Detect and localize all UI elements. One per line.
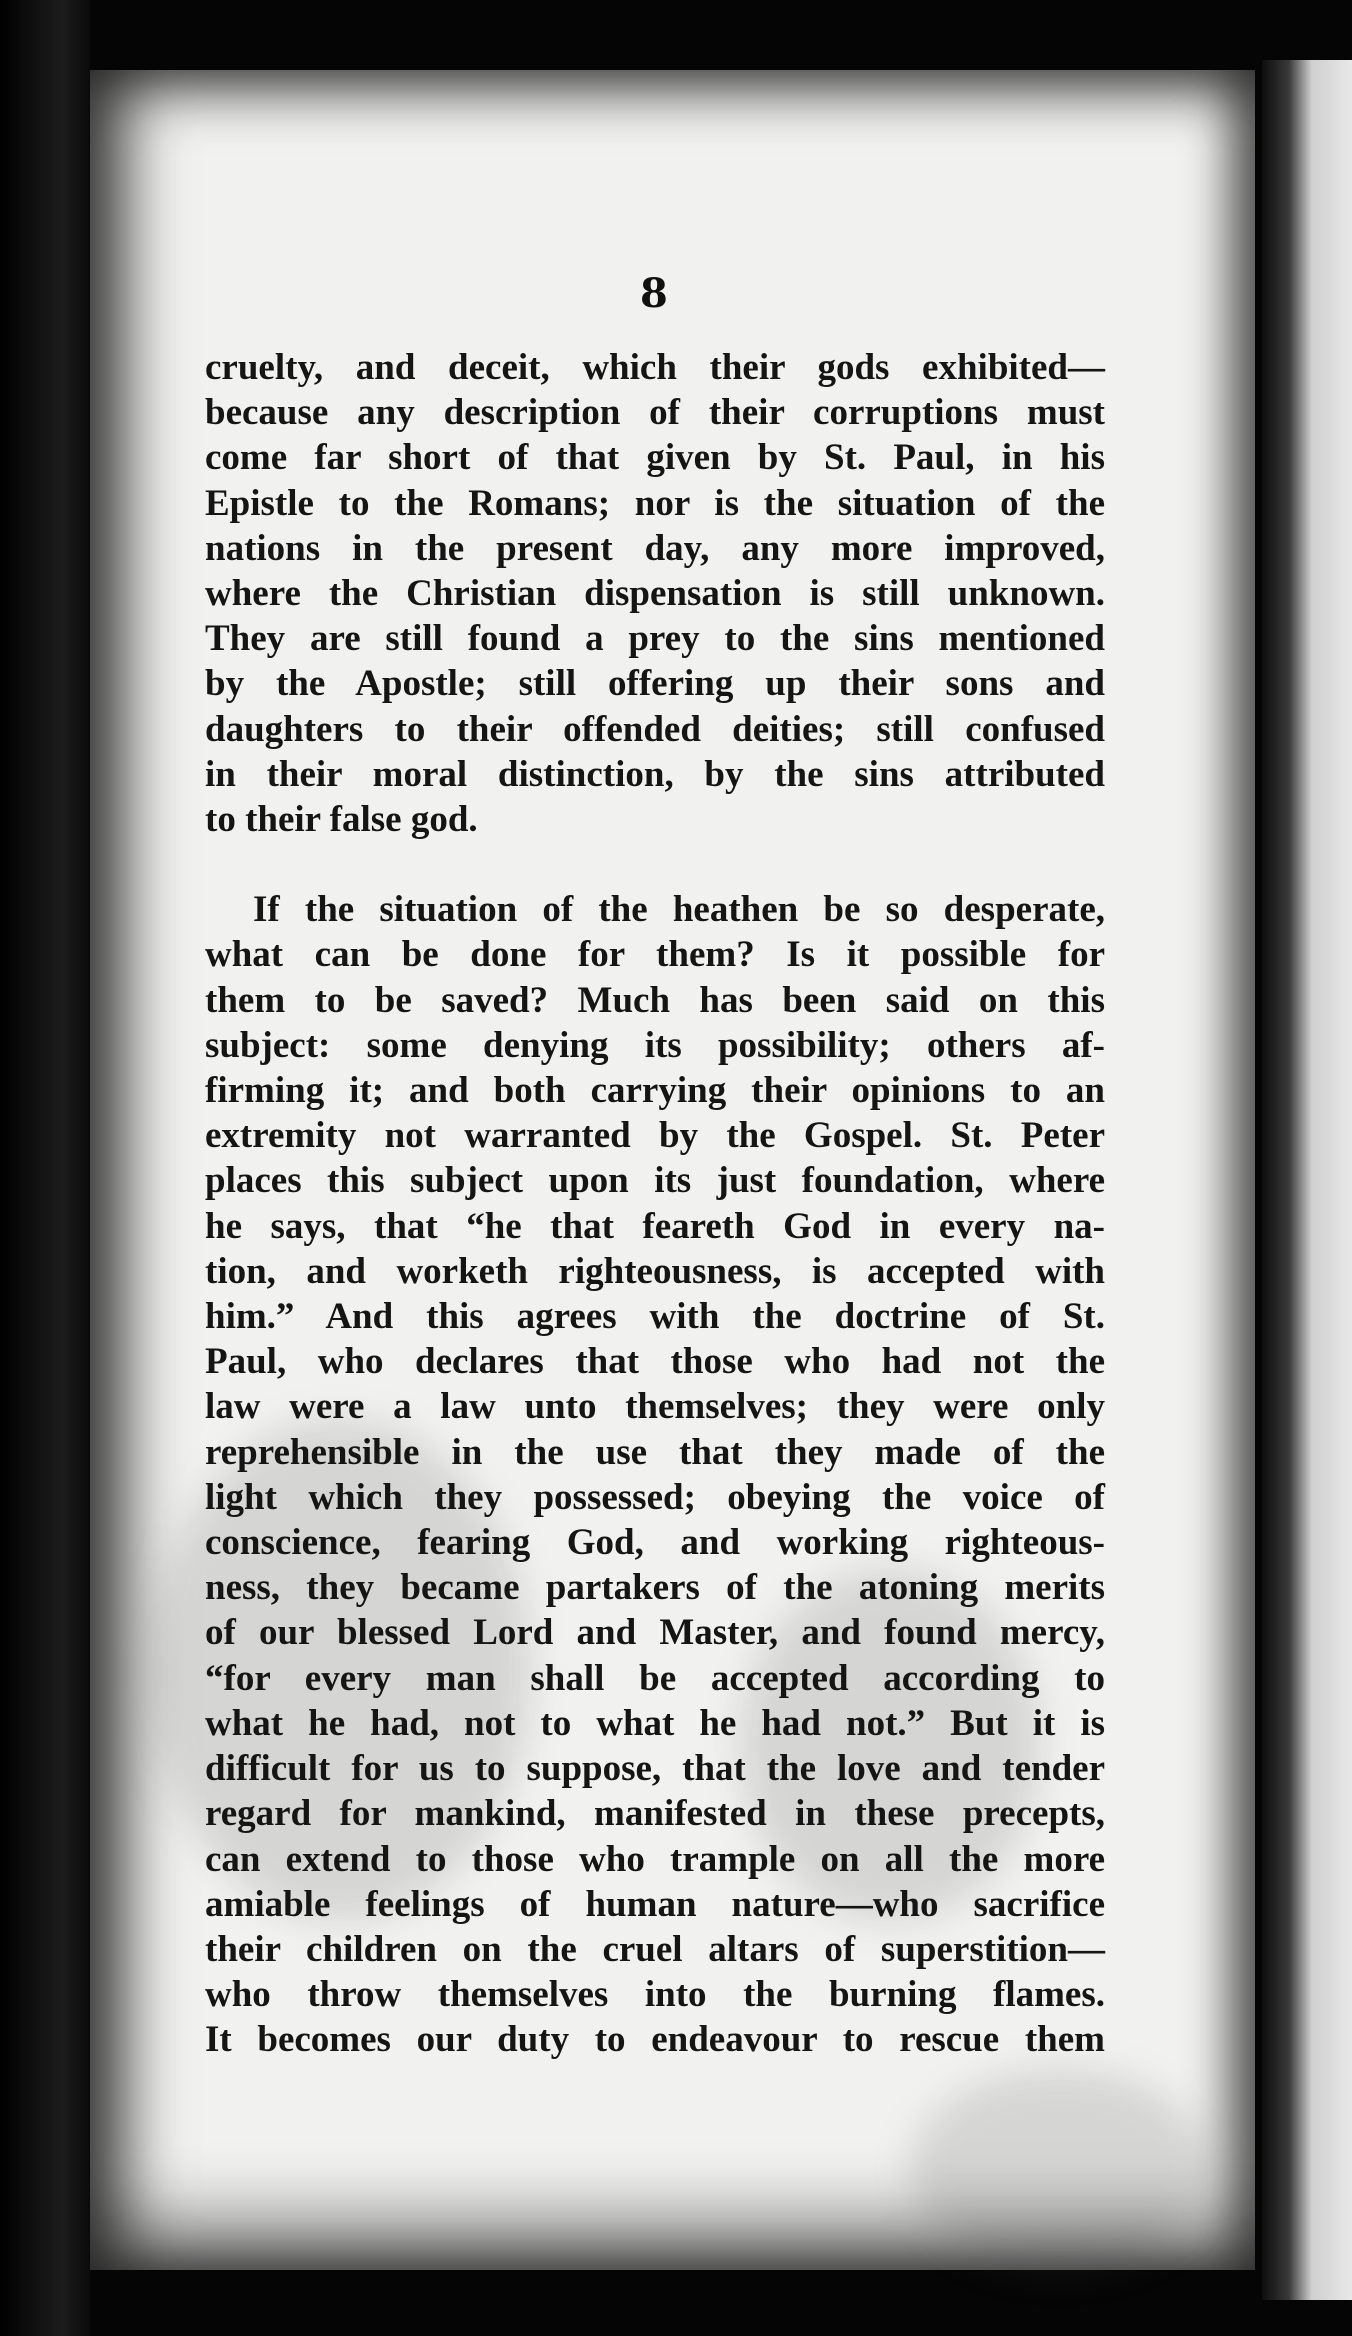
text-line: reprehensible in the use that they made of the	[205, 1431, 1105, 1473]
text-line: what can be done for them? Is it possible for	[205, 934, 1105, 976]
text-line: him.” And this agrees with the doctrine of St.	[205, 1296, 1105, 1338]
text-line: nations in the present day, any more improved,	[205, 527, 1105, 569]
text-line: their children on the cruel altars of superstition—	[205, 1928, 1105, 1970]
text-line: in their moral distinction, by the sins attributed	[205, 753, 1105, 795]
book-spine	[0, 0, 90, 2336]
text-line: places this subject upon its just foundation, where	[205, 1160, 1105, 1202]
text-line: firming it; and both carrying their opinions to an	[205, 1070, 1105, 1112]
paragraph-gap	[205, 842, 1105, 887]
text-line: regard for mankind, manifested in these precepts,	[205, 1793, 1105, 1835]
text-line: “for every man shall be accepted according to	[205, 1657, 1105, 1699]
text-line: of our blessed Lord and Master, and found mercy,	[205, 1612, 1105, 1654]
text-line: Paul, who declares that those who had not the	[205, 1341, 1105, 1383]
text-line: conscience, fearing God, and working righteous-	[205, 1522, 1105, 1564]
text-line: what he had, not to what he had not.” But it is	[205, 1702, 1105, 1744]
text-line: extremity not warranted by the Gospel. St. Peter	[205, 1115, 1105, 1157]
text-line: light which they possessed; obeying the voice of	[205, 1476, 1105, 1518]
text-line: Epistle to the Romans; nor is the situation of the	[205, 482, 1105, 524]
text-line: ness, they became partakers of the atoning merits	[205, 1567, 1105, 1609]
text-line: by the Apostle; still offering up their sons and	[205, 663, 1105, 705]
page-number: 8	[640, 270, 668, 317]
text-line: tion, and worketh righteousness, is accepted with	[205, 1250, 1105, 1292]
text-line: law were a law unto themselves; they were only	[205, 1386, 1105, 1428]
text-line: because any description of their corruptions must	[205, 392, 1105, 434]
text-line: If the situation of the heathen be so desperate,	[253, 889, 1105, 931]
text-line: difficult for us to suppose, that the love and tender	[205, 1748, 1105, 1790]
text-line: amiable feelings of human nature—who sacrifice	[205, 1883, 1105, 1925]
text-line: to their false god.	[205, 799, 478, 841]
adjacent-page-edge	[1262, 60, 1352, 2300]
text-line: where the Christian dispensation is still unknown.	[205, 573, 1105, 615]
text-line: he says, that “he that feareth God in every na-	[205, 1205, 1105, 1247]
text-line: daughters to their offended deities; still confused	[205, 708, 1105, 750]
page-stain	[910, 2070, 1210, 2270]
paragraph	[205, 345, 1105, 842]
paragraph	[205, 887, 1105, 2062]
text-line: them to be saved? Much has been said on this	[205, 979, 1105, 1021]
text-line: They are still found a prey to the sins mentioned	[205, 618, 1105, 660]
text-line: who throw themselves into the burning flames.	[205, 1974, 1105, 2016]
body-text	[205, 345, 1105, 2063]
text-line: subject: some denying its possibility; others af-	[205, 1024, 1105, 1066]
text-line: cruelty, and deceit, which their gods exhibited—	[205, 347, 1105, 388]
text-line: can extend to those who trample on all the more	[205, 1838, 1105, 1880]
text-line: It becomes our duty to endeavour to rescue them	[205, 2019, 1105, 2061]
text-line: come far short of that given by St. Paul, in his	[205, 437, 1105, 479]
